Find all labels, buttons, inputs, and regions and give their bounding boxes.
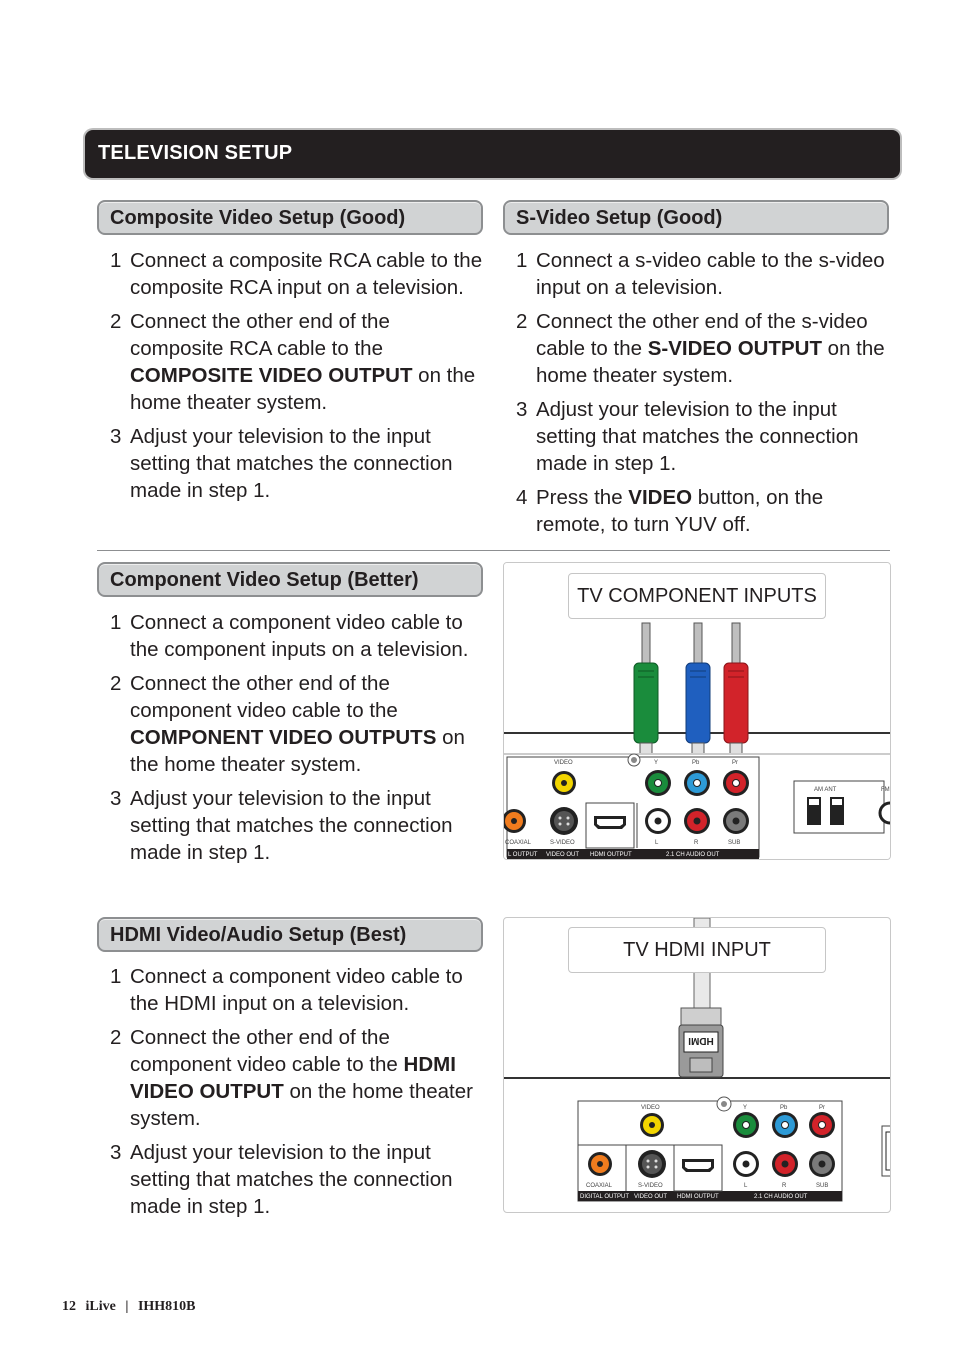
step-number: 1 [110, 611, 122, 634]
hdmi-panel-audio-out: 2.1 CH AUDIO OUT [754, 1194, 808, 1200]
hdmi-jack-pb [772, 1112, 798, 1138]
hdmi-jack-coaxial [588, 1152, 612, 1176]
step-text: on the home theater system. [130, 1080, 473, 1130]
step-text: Connect the other end of the composite RCA cable to the [130, 310, 390, 360]
step-emphasis: COMPOSITE VIDEO OUTPUT [130, 364, 413, 387]
step-text: Adjust your television to the input setting that matches the connection made in step 1. [536, 398, 859, 475]
step-number: 3 [516, 398, 528, 421]
jack-svideo [550, 807, 578, 835]
svideo-steps [516, 247, 891, 545]
svideo-step-1 [516, 247, 891, 301]
jack-y [645, 770, 671, 796]
step-number: 4 [516, 486, 528, 509]
panel-l: L [655, 840, 659, 846]
svideo-title: S-Video Setup (Good) [516, 207, 723, 229]
hdmi-jack-video [640, 1113, 664, 1137]
footer-brand: iLive [85, 1299, 116, 1314]
panel-video: VIDEO [554, 760, 573, 766]
component-connection-figure [503, 562, 891, 860]
step-number: 3 [110, 425, 122, 448]
step-number: 1 [110, 249, 122, 272]
component-step-3 [110, 785, 485, 866]
panel-sub: SUB [728, 840, 741, 846]
step-number: 1 [516, 249, 528, 272]
svideo-step-4 [516, 484, 891, 538]
hdmi-panel-pr: Pr [819, 1105, 825, 1111]
section-banner [85, 130, 900, 178]
step-text: Connect a s-video cable to the s-video input on a television. [536, 249, 885, 299]
component-step-2 [110, 670, 485, 778]
step-number: 3 [110, 787, 122, 810]
component-title: Component Video Setup (Better) [110, 569, 419, 591]
hdmi-jack-l [733, 1151, 759, 1177]
hdmi-jack-y [733, 1112, 759, 1138]
page-footer [62, 1299, 202, 1315]
component-figure-label: TV COMPONENT INPUTS [568, 573, 826, 619]
composite-step-1 [110, 247, 485, 301]
svideo-header [503, 200, 889, 235]
composite-steps [110, 247, 485, 511]
rear-panel [504, 753, 890, 859]
step-text: Connect the other end of the component video cable to the [130, 672, 398, 722]
hdmi-panel-digital-output: DIGITAL OUTPUT [580, 1194, 630, 1200]
step-emphasis: S-VIDEO OUTPUT [647, 337, 822, 360]
step-emphasis: HDMI VIDEO OUTPUT [130, 1053, 456, 1103]
panel-am-ant: AM ANT [814, 787, 837, 793]
hdmi-jack-r [772, 1151, 798, 1177]
step-number: 2 [110, 310, 122, 333]
panel-digital-output: L OUTPUT [508, 852, 538, 858]
panel-video-out: VIDEO OUT [546, 852, 580, 858]
jack-hdmi [594, 816, 626, 829]
hdmi-step-3 [110, 1139, 485, 1220]
component-steps [110, 609, 485, 873]
hdmi-header [97, 917, 483, 952]
step-emphasis: COMPONENT VIDEO OUTPUTS [130, 726, 437, 749]
hdmi-jack-svideo [638, 1150, 666, 1178]
hdmi-panel-video: VIDEO [641, 1105, 660, 1111]
jack-video [552, 771, 576, 795]
step-number: 2 [516, 310, 528, 333]
step-text: Connect a component video cable to the HDMI input on a television. [130, 965, 463, 1015]
hdmi-panel-svideo: S-VIDEO [638, 1183, 663, 1189]
page-number: 12 [62, 1299, 76, 1314]
panel-pb: Pb [692, 760, 700, 766]
step-text: on the home theater system. [130, 364, 476, 414]
panel-y: Y [654, 760, 659, 766]
panel-audio-out: 2.1 CH AUDIO OUT [666, 852, 720, 858]
jack-r [684, 808, 710, 834]
hdmi-step-2 [110, 1024, 485, 1132]
hdmi-panel-pb: Pb [780, 1105, 788, 1111]
composite-title: Composite Video Setup (Good) [110, 207, 406, 229]
hdmi-panel-sub: SUB [816, 1183, 829, 1189]
hdmi-connection-figure [503, 917, 891, 1213]
hdmi-panel-video-out: VIDEO OUT [634, 1194, 668, 1200]
step-number: 3 [110, 1141, 122, 1164]
jack-sub [723, 808, 749, 834]
hdmi-panel-hdmi-output: HDMI OUTPUT [677, 1194, 719, 1200]
component-step-1 [110, 609, 485, 663]
hdmi-plug-text: HDMI [688, 1035, 714, 1046]
banner-title: TELEVISION SETUP [98, 142, 293, 164]
rear-panel-hdmi [578, 1097, 890, 1201]
step-number: 2 [110, 672, 122, 695]
hdmi-panel-y: Y [743, 1105, 748, 1111]
step-text: Adjust your television to the input setting that matches the connection made in step 1. [130, 787, 453, 864]
panel-pr: Pr [732, 760, 738, 766]
step-text: Connect a composite RCA cable to the composite RCA input on a television. [130, 249, 483, 299]
step-text: Adjust your television to the input setting that matches the connection made in step 1. [130, 425, 453, 502]
hdmi-panel-l: L [744, 1183, 748, 1189]
step-text: Connect a component video cable to the component inputs on a television. [130, 611, 469, 661]
jack-l [645, 808, 671, 834]
panel-svideo: S-VIDEO [550, 840, 575, 846]
hdmi-jack-pr [809, 1112, 835, 1138]
divider [97, 550, 890, 551]
composite-header [97, 200, 483, 235]
panel-coaxial: COAXIAL [505, 840, 532, 846]
step-text: button, on the remote, to turn YUV off. [536, 486, 824, 536]
step-emphasis: VIDEO [628, 486, 693, 509]
composite-step-3 [110, 423, 485, 504]
component-header [97, 562, 483, 597]
jack-pr [723, 770, 749, 796]
panel-hdmi-output: HDMI OUTPUT [590, 852, 632, 858]
step-text: Connect the other end of the s-video cable to the [536, 310, 868, 360]
step-text: Press the [536, 486, 629, 509]
hdmi-figure-label: TV HDMI INPUT [568, 927, 826, 973]
hdmi-panel-r: R [782, 1183, 787, 1189]
panel-r: R [694, 840, 699, 846]
hdmi-title: HDMI Video/Audio Setup (Best) [110, 924, 407, 946]
panel-fm: FM [881, 787, 890, 793]
step-number: 1 [110, 965, 122, 988]
step-text: on the home theater system. [130, 726, 465, 776]
svideo-step-3 [516, 396, 891, 477]
hdmi-steps [110, 963, 485, 1227]
hdmi-panel-coaxial: COAXIAL [586, 1183, 613, 1189]
hdmi-jack-sub [809, 1151, 835, 1177]
step-text: on the home theater system. [536, 337, 885, 387]
footer-separator: | [125, 1299, 129, 1314]
jack-pb [684, 770, 710, 796]
footer-model: IHH810B [137, 1299, 196, 1314]
composite-step-2 [110, 308, 485, 416]
svideo-step-2 [516, 308, 891, 389]
step-text: Connect the other end of the component video cable to the [130, 1026, 404, 1076]
hdmi-step-1 [110, 963, 485, 1017]
hdmi-jack-hdmi [682, 1159, 714, 1172]
step-number: 2 [110, 1026, 122, 1049]
step-text: Adjust your television to the input setting that matches the connection made in step 1. [130, 1141, 453, 1218]
